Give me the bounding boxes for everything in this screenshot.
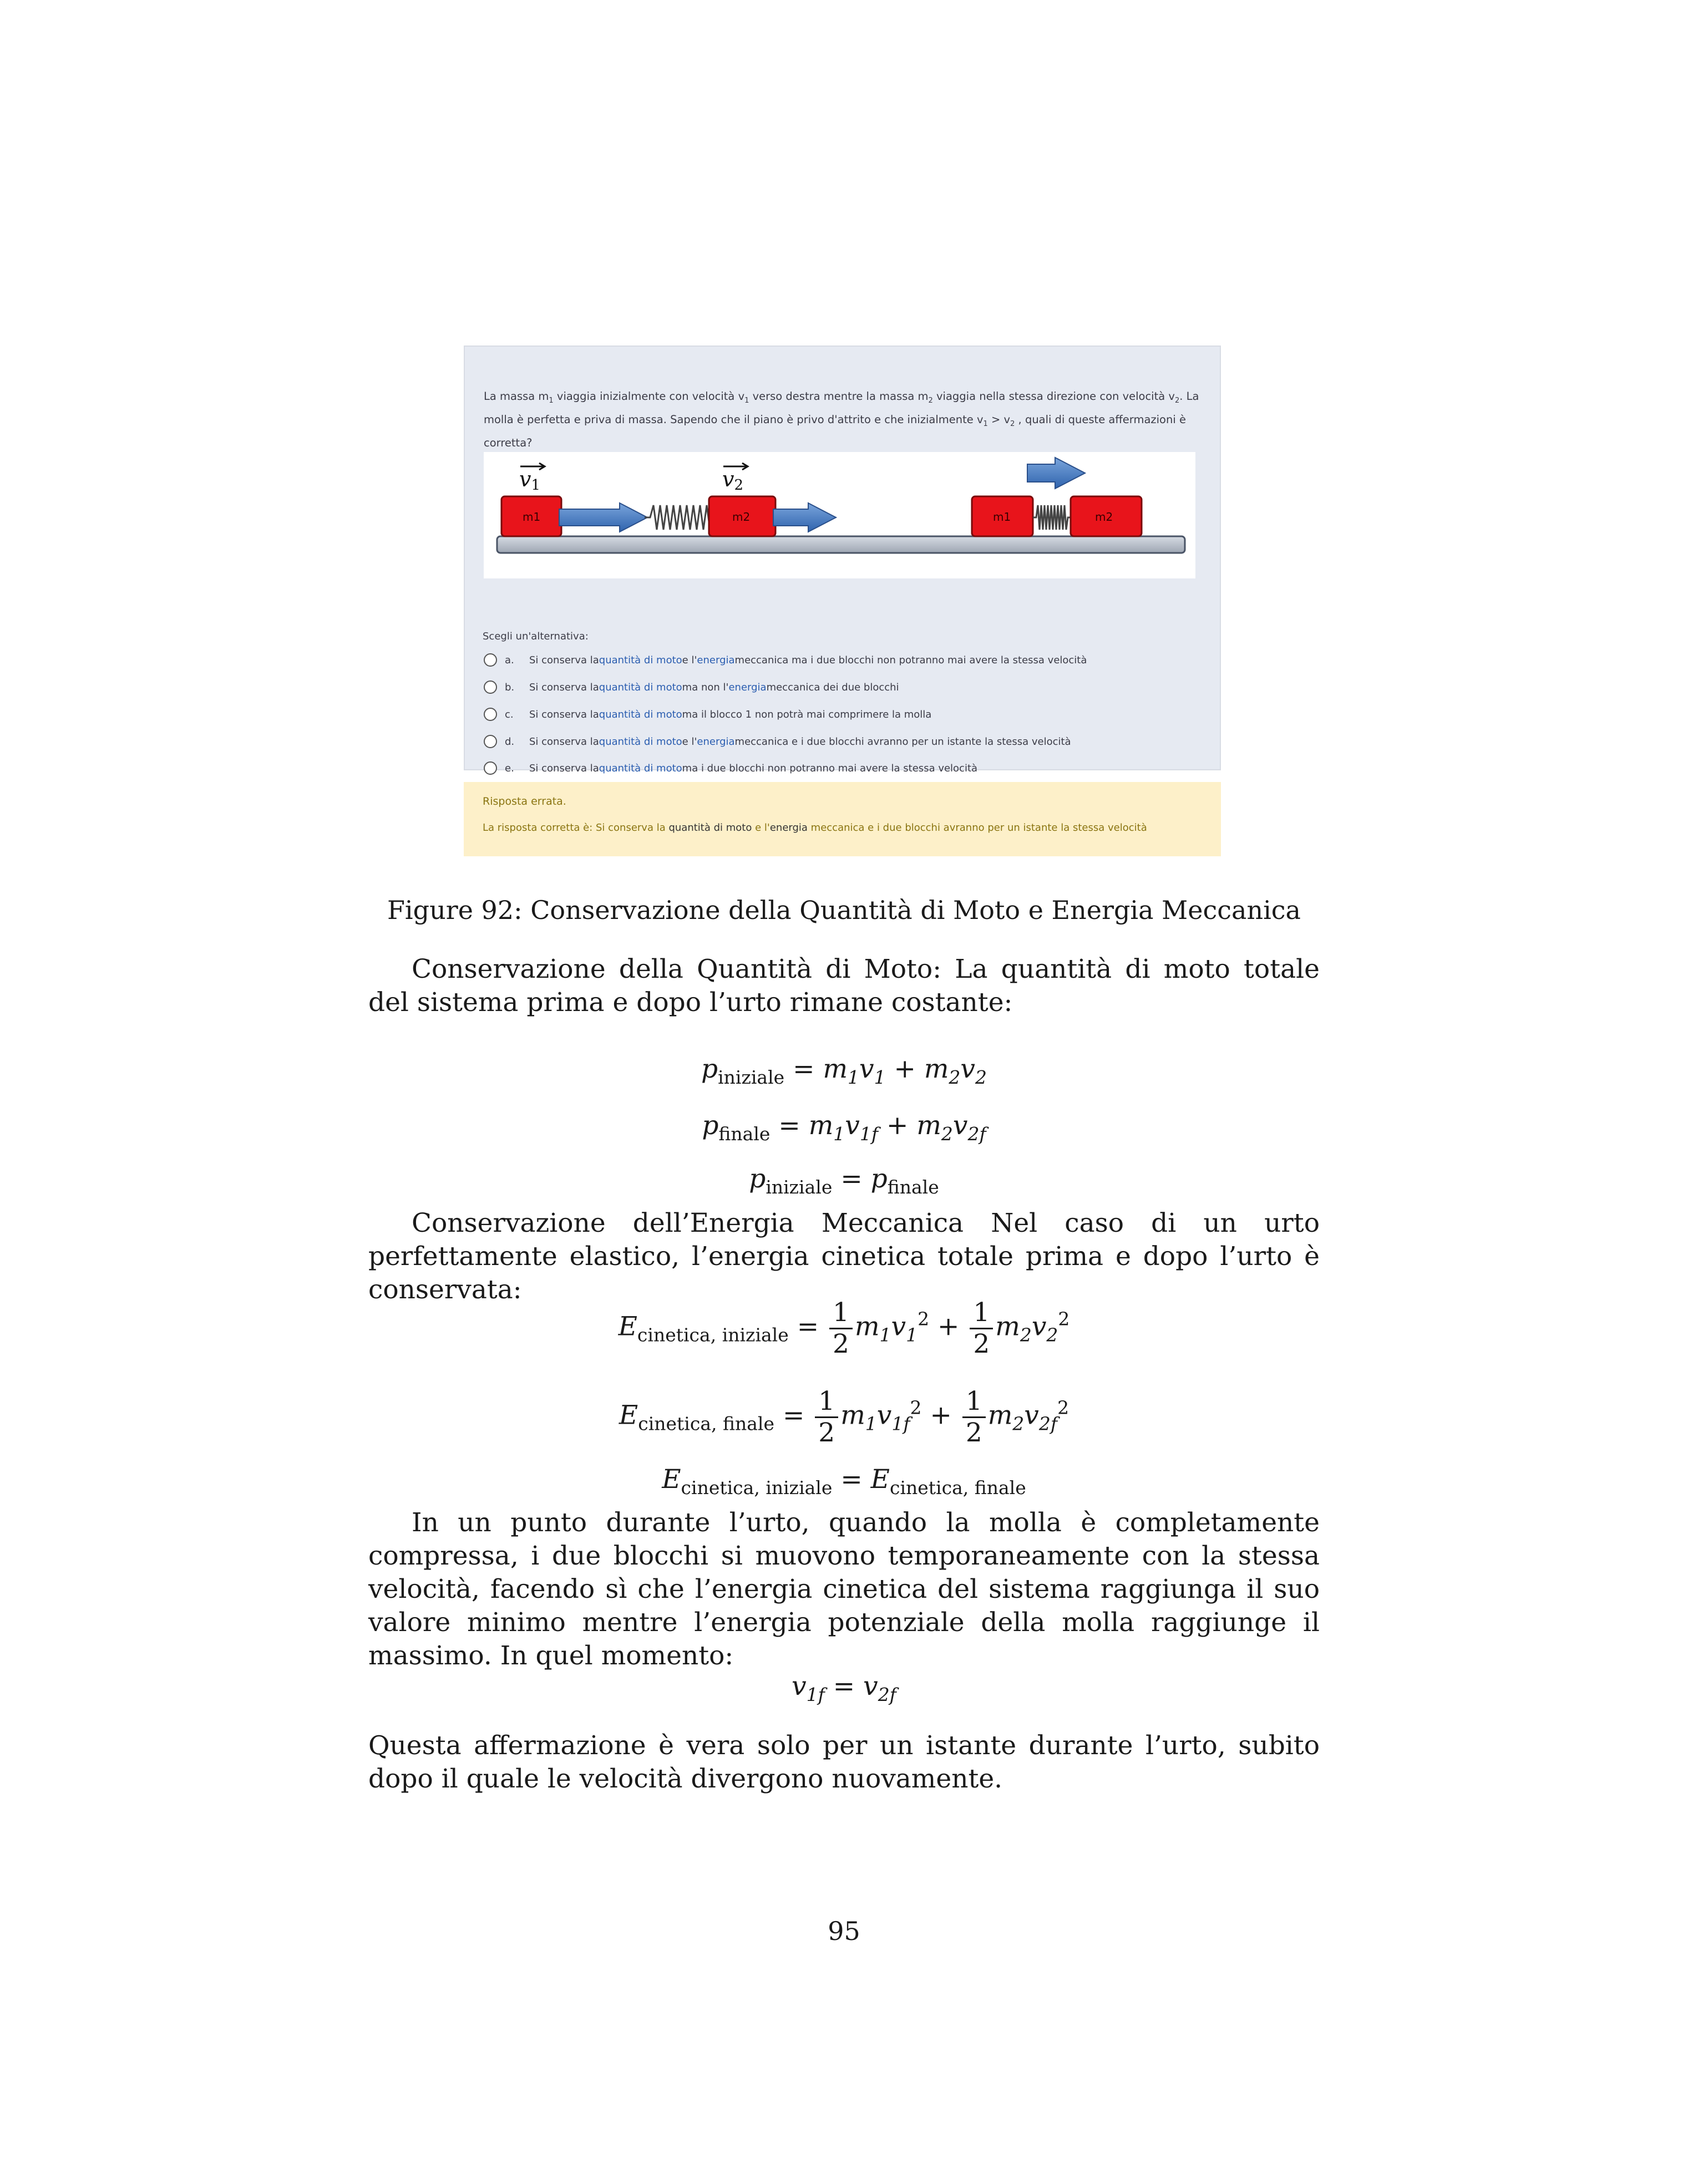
question-text: La massa $m_1$ viaggia inizialmente con velocità $v_1$ verso destra mentre la massa $m_2$ viaggia nella stessa direzione con velocità $v_2$. La molla è perfetta e priva di massa. Sapendo che il piano è privo d'attrito e che inizialmente $v_1 > v_2$ , quali di queste affermazioni è corretta?	[484, 390, 1199, 449]
quiz-screenshot	[464, 346, 1221, 774]
paragraph-compression: In un punto durante l’urto, quando la molla è completamente compressa, i due blocchi si muovono temporaneamente con la stessa velocità, facendo sì che l’energia cinetica del sistema raggiunga il suo valore minimo mentre l’energia potenziale della molla raggiunge il massimo. In quel momento:	[368, 1507, 1320, 1671]
equation-p-conservation: $p_{iniziale} = p_{finale}$	[749, 1164, 939, 1198]
radio-a[interactable]	[484, 653, 497, 667]
option-b[interactable]: b. Si conserva la quantità di moto ma non l' energia meccanica dei due blocchi	[484, 676, 899, 698]
collision-diagram	[484, 452, 1195, 578]
equation-e-initial: $E_{cinetica, iniziale}$ = $\frac{1}{2}$ $m_1v_1^2$ + $\frac{1}{2}$ $m_2v_2^2$	[618, 1297, 1070, 1359]
block-m2-left	[709, 496, 775, 536]
option-e[interactable]: e. Si conserva la quantità di moto ma i due blocchi non potranno mai avere la stessa velocità	[484, 757, 977, 779]
block-m1-right	[972, 496, 1033, 536]
svg-text:m1: m1	[523, 510, 541, 524]
equation-e-final: $E_{cinetica, finale}$ = $\frac{1}{2}$ $m_1v_{1f}^2$ + $\frac{1}{2}$ $m_2v_{2f}^2$	[619, 1386, 1069, 1448]
paragraph-conclusion: Questa affermazione è vera solo per un istante durante l’urto, subito dopo il quale le velocità divergono nuovamente.	[368, 1730, 1320, 1794]
page-number: 95	[828, 1916, 860, 1946]
svg-text:m2: m2	[732, 510, 751, 524]
radio-e[interactable]	[484, 761, 497, 775]
feedback-wrong: Risposta errata.	[483, 795, 566, 807]
equation-p-final: $p_{finale} = m_1v_{1f} + m_2v_{2f}$	[702, 1110, 986, 1145]
option-d[interactable]: d. Si conserva la quantità di moto e l' energia meccanica e i due blocchi avranno per un istante la stessa velocità	[484, 730, 1071, 753]
arrow-common	[1027, 458, 1085, 489]
arrow-v1	[559, 503, 647, 532]
floor	[497, 536, 1185, 553]
svg-text:v2: v2	[722, 467, 744, 494]
radio-d[interactable]	[484, 735, 497, 748]
choose-label: Scegli un'alternativa:	[483, 631, 589, 642]
spring-compressed	[1033, 505, 1071, 530]
feedback-correct-answer: La risposta corretta è: Si conserva la quantità di moto e l'energia meccanica e i due blocchi avranno per un istante la stessa velocità	[483, 822, 1147, 834]
velocity-v1-label	[519, 463, 545, 494]
svg-text:m1: m1	[993, 510, 1011, 524]
paragraph-momentum: Conservazione della Quantità di Moto: La quantità di moto totale del sistema prima e dopo l’urto rimane costante:	[368, 954, 1320, 1018]
block-m2-right	[1071, 496, 1142, 536]
answer-feedback	[464, 782, 1221, 856]
arrow-v2	[773, 503, 836, 532]
option-c[interactable]: c. Si conserva la quantità di moto ma il blocco 1 non potrà mai comprimere la molla	[484, 703, 931, 725]
radio-c[interactable]	[484, 708, 497, 721]
svg-text:v1: v1	[519, 467, 541, 494]
collision-diagram-svg	[484, 452, 1195, 578]
option-a[interactable]: a. Si conserva la quantità di moto e l' energia meccanica ma i due blocchi non potranno mai avere la stessa velocità	[484, 649, 1087, 671]
equation-p-initial: $p_{iniziale} = m_1v_1 + m_2v_2$	[701, 1054, 987, 1088]
velocity-v2-label	[722, 463, 748, 494]
paragraph-energy: Conservazione dell’Energia Meccanica Nel caso di un urto perfettamente elastico, l’energia cinetica totale prima e dopo l’urto è conservata:	[368, 1208, 1320, 1305]
equation-e-conservation: $E_{cinetica, iniziale} = E_{cinetica, finale}$	[662, 1464, 1026, 1499]
radio-b[interactable]	[484, 680, 497, 694]
equation-equal-velocity: $v_{1f} = v_{2f}$	[792, 1671, 896, 1705]
svg-text:m2: m2	[1095, 510, 1113, 524]
block-m1-left	[501, 496, 561, 536]
figure-caption: Figure 92: Conservazione della Quantità di Moto e Energia Meccanica	[387, 895, 1301, 925]
